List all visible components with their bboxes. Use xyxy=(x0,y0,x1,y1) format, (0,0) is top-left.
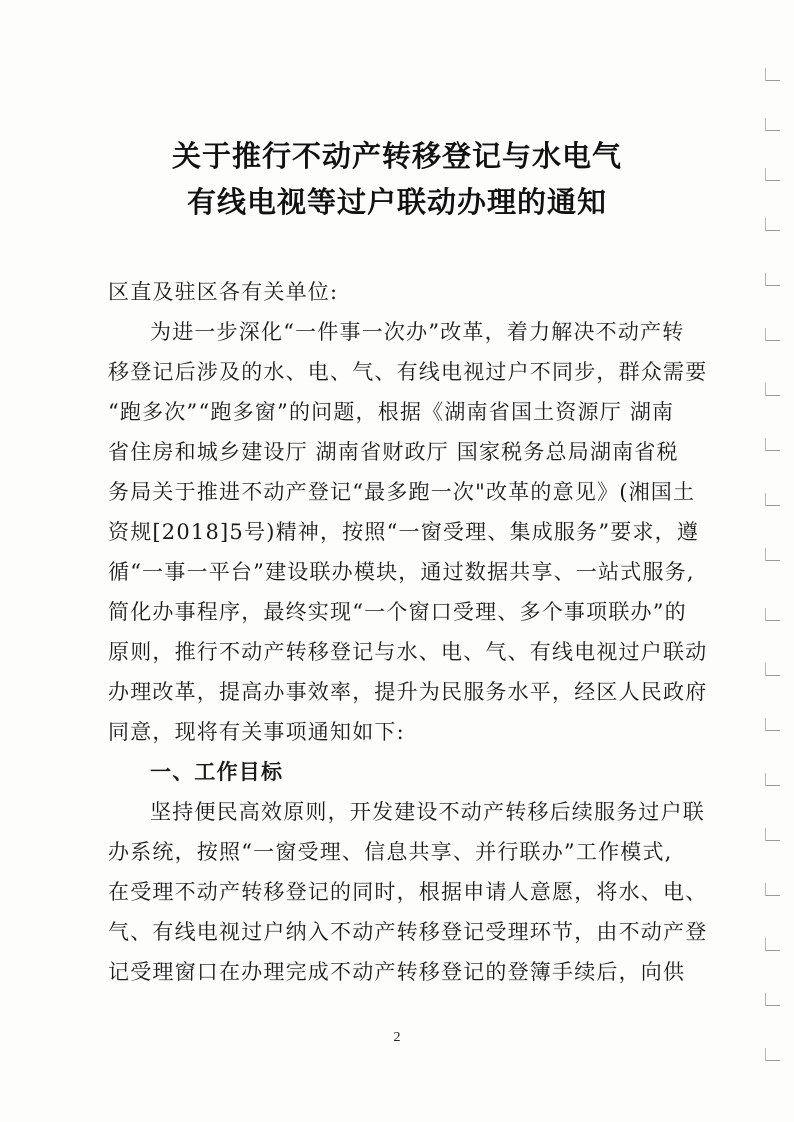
paragraph-2-line: 办系统，按照“一窗受理、信息共享、并行联办”工作模式, xyxy=(108,840,673,864)
paragraph-1-line: 移登记后涉及的水、电、气、有线电视过户不同步，群众需要 xyxy=(108,360,708,384)
document-title-line-2: 有线电视等过户联动办理的通知 xyxy=(186,185,607,219)
document-title-line-1: 关于推行不动产转移登记与水电气 xyxy=(171,139,622,173)
paragraph-2-line: 在受理不动产转移登记的同时，根据申请人意愿，将水、电、 xyxy=(108,880,708,904)
paragraph-1-line: 为进一步深化“一件事一次办”改革，着力解决不动产转 xyxy=(150,320,685,344)
paragraph-2 xyxy=(108,792,708,992)
page-number: 2 xyxy=(393,1030,401,1045)
paragraph-1 xyxy=(108,312,708,752)
paragraph-2-line: 坚持便民高效原则，开发建设不动产转移后续服务过户联 xyxy=(150,800,705,824)
paragraph-1-line: 循“一事一平台”建设联办模块，通过数据共享、一站式服务, xyxy=(108,560,695,584)
paragraph-1-line: 省住房和城乡建设厅 湖南省财政厅 国家税务总局湖南省税 xyxy=(108,440,679,464)
paragraph-1-line: 办理改革，提高办事效率，提升为民服务水平，经区人民政府 xyxy=(108,680,708,704)
salutation: 区直及驻区各有关单位: xyxy=(108,280,339,304)
document-body xyxy=(108,272,708,992)
paragraph-2-line: 气、有线电视过户纳入不动产转移登记受理环节，由不动产登 xyxy=(108,920,708,944)
paragraph-1-line: 务局关于推进不动产登记“最多跑一次"改革的意见》(湘国土 xyxy=(108,480,696,504)
paragraph-1-line: 同意，现将有关事项通知如下: xyxy=(108,720,405,744)
paragraph-1-line: 简化办事程序，最终实现“一个窗口受理、多个事项联办”的 xyxy=(108,600,687,624)
paragraph-1-line: 资规[2018]5号)精神，按照“一窗受理、集成服务”要求，遵 xyxy=(108,520,700,544)
paragraph-1-line: “跑多次”“跑多窗”的问题，根据《湖南省国土资源厅 湖南 xyxy=(108,400,675,424)
paragraph-1-line: 原则，推行不动产转移登记与水、电、气、有线电视过户联动 xyxy=(108,640,708,664)
paragraph-2-line: 记受理窗口在办理完成不动产转移登记的登簿手续后，向供 xyxy=(108,960,686,984)
section-heading: 一、工作目标 xyxy=(150,760,284,784)
